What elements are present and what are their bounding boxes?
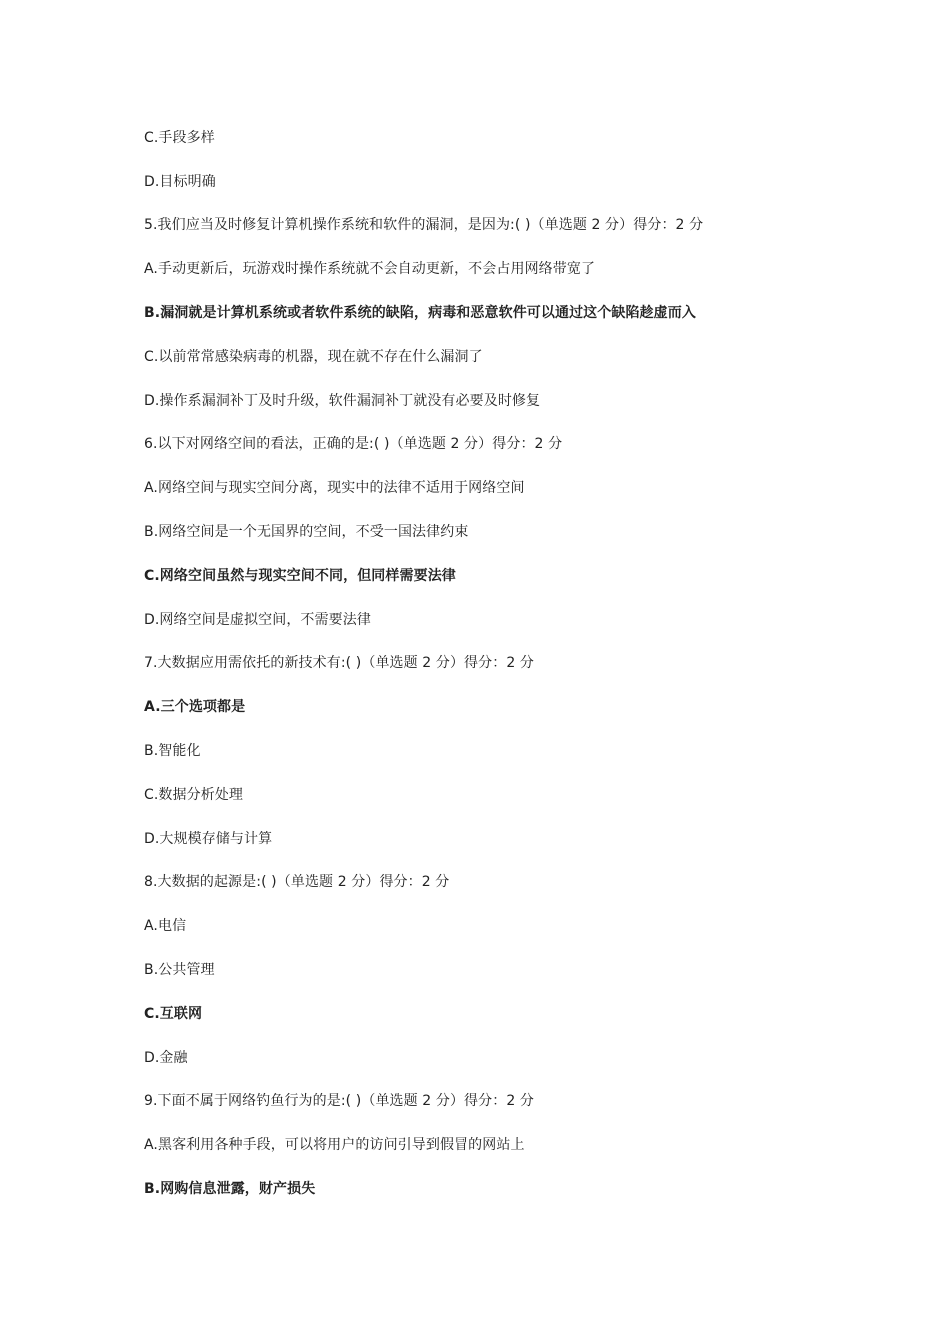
option-line: D.网络空间是虚拟空间，不需要法律 bbox=[144, 612, 371, 628]
option-line: D.目标明确 bbox=[144, 174, 216, 190]
question-line: 9.下面不属于网络钓鱼行为的是:( )（单选题 2 分）得分：2 分 bbox=[144, 1093, 535, 1109]
option-line: C.手段多样 bbox=[144, 130, 215, 146]
option-line: B.智能化 bbox=[144, 743, 201, 759]
question-line: 6.以下对网络空间的看法，正确的是:( )（单选题 2 分）得分：2 分 bbox=[144, 436, 563, 452]
option-line: A.手动更新后，玩游戏时操作系统就不会自动更新，不会占用网络带宽了 bbox=[144, 261, 596, 277]
option-line: A.电信 bbox=[144, 918, 187, 934]
option-line: D.操作系漏洞补丁及时升级，软件漏洞补丁就没有必要及时修复 bbox=[144, 393, 541, 409]
option-line: C.以前常常感染病毒的机器，现在就不存在什么漏洞了 bbox=[144, 349, 483, 365]
option-line: C.数据分析处理 bbox=[144, 787, 244, 803]
option-line: B.网络空间是一个无国界的空间，不受一国法律约束 bbox=[144, 524, 469, 540]
option-line: D.大规模存储与计算 bbox=[144, 831, 273, 847]
option-line: D.金融 bbox=[144, 1050, 188, 1066]
answer-line: B.网购信息泄露，财产损失 bbox=[144, 1181, 316, 1197]
answer-line: A.三个选项都是 bbox=[144, 699, 246, 715]
answer-line: B.漏洞就是计算机系统或者软件系统的缺陷，病毒和恶意软件可以通过这个缺陷趁虚而入 bbox=[144, 305, 696, 321]
question-line: 8.大数据的起源是:( )（单选题 2 分）得分：2 分 bbox=[144, 874, 450, 890]
answer-line: C.网络空间虽然与现实空间不同，但同样需要法律 bbox=[144, 568, 456, 584]
option-line: A.网络空间与现实空间分离，现实中的法律不适用于网络空间 bbox=[144, 480, 525, 496]
question-line: 5.我们应当及时修复计算机操作系统和软件的漏洞，是因为:( )（单选题 2 分）得分：2 分 bbox=[144, 217, 704, 233]
option-line: B.公共管理 bbox=[144, 962, 215, 978]
option-line: A.黑客利用各种手段，可以将用户的访问引导到假冒的网站上 bbox=[144, 1137, 525, 1153]
question-line: 7.大数据应用需依托的新技术有:( )（单选题 2 分）得分：2 分 bbox=[144, 655, 535, 671]
answer-line: C.互联网 bbox=[144, 1006, 203, 1022]
